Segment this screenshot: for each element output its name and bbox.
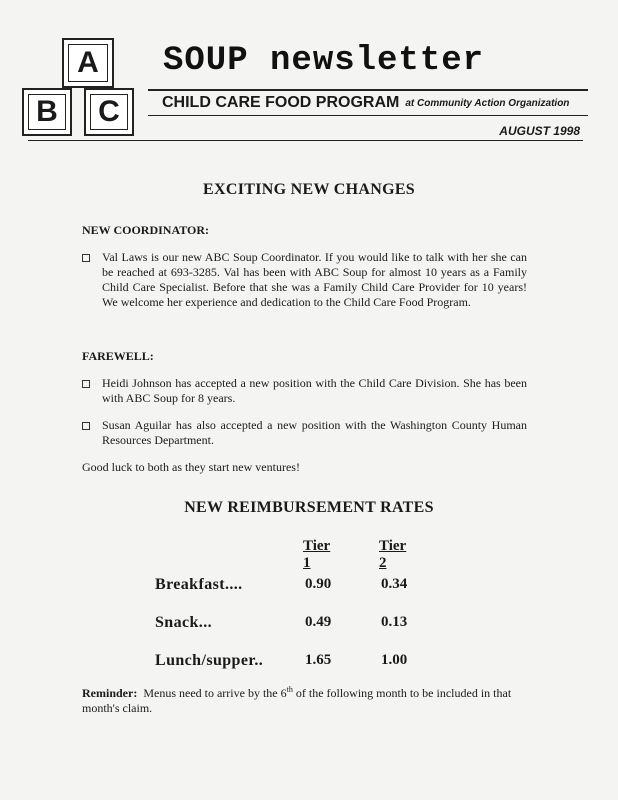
cell-lunch-tier1: 1.65	[305, 652, 332, 668]
header-divider	[28, 140, 583, 141]
coordinator-text: Val Laws is our new ABC Soup Coordinator. If you would like to talk with her she can be reached at 693-3285. Val has been with ABC Soup for almost 10 years as a Family Child Care Specialist. Before that she was a Family Child Care Provider for 10 years! We welcome her experience and dedication to the Child Care Food Program.	[102, 250, 527, 309]
logo-block-b: B	[22, 88, 72, 136]
cell-snack-tier1: 0.49	[305, 614, 332, 630]
reminder-text-start: Menus need to arrive by the 6	[143, 686, 287, 700]
abc-blocks-logo	[20, 30, 140, 135]
reminder-superscript: th	[286, 685, 293, 694]
program-banner	[148, 89, 588, 116]
checkbox-bullet-icon	[82, 422, 90, 430]
list-item	[82, 418, 527, 448]
farewell-heading: FAREWELL:	[82, 349, 154, 363]
checkbox-bullet-icon	[82, 254, 90, 262]
farewell-text-2: Susan Aguilar has also accepted a new position with the Washington County Human Resources Department.	[102, 418, 527, 447]
column-header-tier-1: Tier 1	[303, 538, 331, 571]
reminder-label: Reminder:	[82, 686, 138, 700]
issue-date: AUGUST 1998	[499, 124, 580, 138]
row-label-snack: Snack...	[155, 614, 212, 631]
logo-block-a: A	[62, 38, 114, 88]
rates-heading: NEW REIMBURSEMENT RATES	[184, 499, 434, 516]
column-header-tier-2: Tier 2	[379, 538, 407, 571]
cell-snack-tier2: 0.13	[381, 614, 408, 630]
cell-breakfast-tier2: 0.34	[381, 576, 408, 592]
logo-block-c: C	[84, 88, 134, 136]
reminder-text-end: of the following month to be included in that month's claim.	[82, 686, 512, 715]
changes-heading: EXCITING NEW CHANGES	[203, 181, 415, 198]
cell-breakfast-tier1: 0.90	[305, 576, 332, 592]
list-item	[82, 250, 527, 310]
program-organization: at Community Action Organization	[405, 97, 570, 109]
newsletter-title: SOUP newsletter	[163, 42, 485, 80]
reminder-note	[82, 682, 522, 716]
farewell-text-1: Heidi Johnson has accepted a new position with the Child Care Division. She has been with ABC Soup for 8 years.	[102, 376, 527, 405]
row-label-lunch: Lunch/supper..	[155, 652, 264, 669]
coordinator-heading: NEW COORDINATOR:	[82, 223, 210, 237]
row-label-breakfast: Breakfast....	[155, 576, 243, 593]
list-item	[82, 376, 527, 406]
program-name: CHILD CARE FOOD PROGRAM	[162, 94, 400, 111]
checkbox-bullet-icon	[82, 380, 90, 388]
farewell-closing: Good luck to both as they start new ventures!	[82, 460, 300, 474]
cell-lunch-tier2: 1.00	[381, 652, 408, 668]
